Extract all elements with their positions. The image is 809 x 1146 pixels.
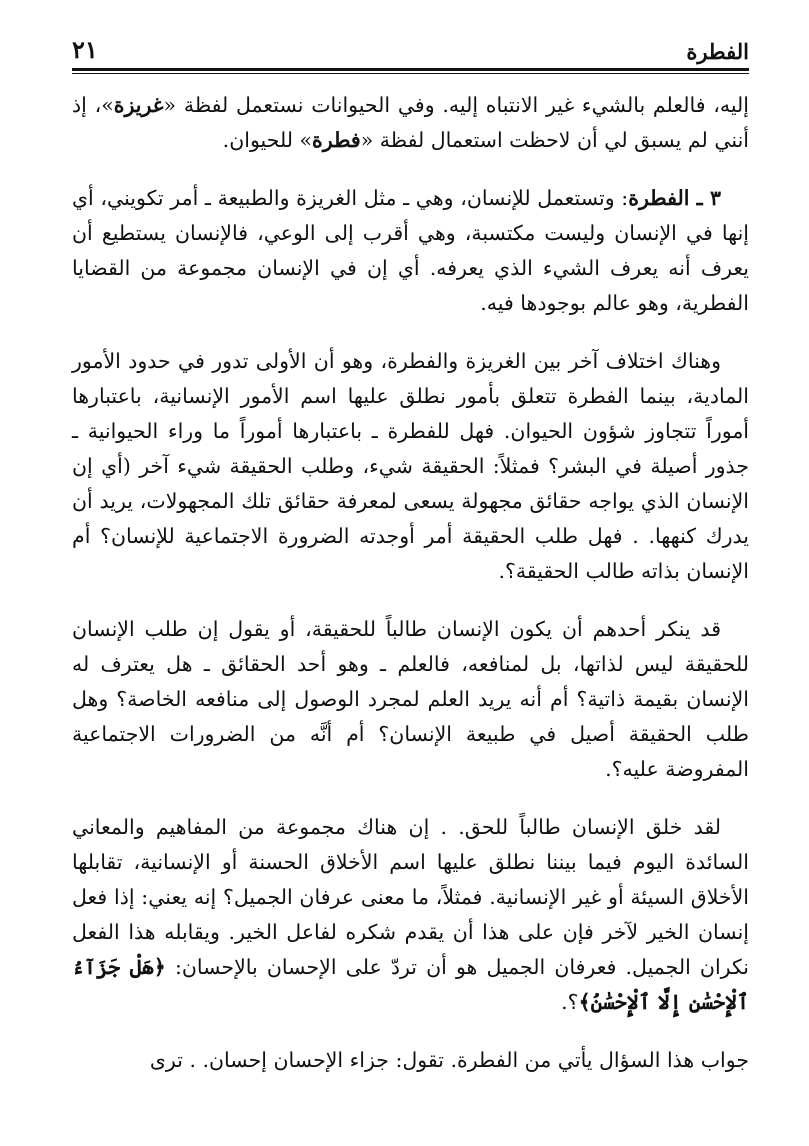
term-gharizah: غريزة	[113, 93, 164, 117]
paragraph-5: لقد خلق الإنسان طالباً للحق. . إن هناك مجموعة من المفاهيم والمعاني السائدة اليوم فيما بيننا نطلق عليها اسم الأخلاق الحسنة أو الإنسانية، تقابلها الأخلاق السيئة أو غير الإنسانية. فمثلاً، ما معنى عرفان الجميل؟ إنه يعني: إذا فعل إنسان الخير لآخر فإن على هذا أن يقدم شكره لفاعل الخير. ويقابله هذا الفعل نكران الجميل. فعرفان الجميل هو أن تردّ على الإحسان بالإحسان: ﴿هَلْ جَزَآءُ ٱلْإِحْسَٰنِ إِلَّا ٱلْإِحْسَٰنُ﴾؟.	[72, 815, 749, 1014]
paragraph-3: وهناك اختلاف آخر بين الغريزة والفطرة، وهو أن الأولى تدور في حدود الأمور المادية، بينما الفطرة تتعلق بأمور نطلق عليها اسم الأمور الإنسانية، باعتبارها أموراً تتجاوز شؤون الحيوان. فهل للفطرة ـ باعتبارها أموراً ما وراء الحيوانية ـ جذور أصيلة في البشر؟ فمثلاً: الحقيقة شيء، وطلب الحقيقة شيء آخر (أي إن الإنسان الذي يواجه حقائق مجهولة يسعى لمعرفة حقائق تلك المجهولات، يريد أن يدرك كنهها. . فهل طلب الحقيقة أمر أوجدته الضرورة الاجتماعية للإنسان؟ أم الإنسان بذاته طالب الحقيقة؟.	[72, 349, 749, 583]
paragraph-2: ٣ ـ الفطرة: وتستعمل للإنسان، وهي ـ مثل الغريزة والطبيعة ـ أمر تكويني، أي إنها في الإنسان وليست مكتسبة، وهي أقرب إلى الوعي، فالإنسان يستطيع أن يعرف أنه يعرف الشيء الذي يعرفه. أي إن في الإنسان مجموعة من القضايا الفطرية، وهو عالم بوجودها فيه.	[72, 186, 749, 315]
paragraph-1: إليه، فالعلم بالشيء غير الانتباه إليه. وفي الحيوانات نستعمل لفظة «غريزة»، إذ أنني لم يسبق لي أن لاحظت استعمال لفظة «فطرة» للحيوان.	[72, 93, 749, 152]
paragraph-6: جواب هذا السؤال يأتي من الفطرة. تقول: جزاء الإحسان إحسان. . ترى	[149, 1048, 749, 1072]
header-rule-thick	[72, 68, 749, 71]
page-header	[72, 30, 749, 64]
page-number: ٢١	[72, 35, 98, 64]
section-heading-fitrah: ٣ ـ الفطرة	[628, 186, 721, 210]
header-rule-thin	[72, 73, 749, 74]
page-body	[72, 88, 749, 1078]
paragraph-4: قد ينكر أحدهم أن يكون الإنسان طالباً للحقيقة، أو يقول إن طلب الإنسان للحقيقة ليس لذاتها، بل لمنافعه، فالعلم ـ وهو أحد الحقائق ـ هل يعترف له الإنسان بقيمة ذاتية؟ أم أنه يريد العلم لمجرد الوصول إلى منافعه الخاصة؟ وهل طلب الحقيقة أصيل في طبيعة الإنسان؟ أم أنَّه من الضرورات الاجتماعية المفروضة عليه؟.	[72, 617, 749, 781]
running-title: الفطرة	[686, 39, 749, 64]
term-fitrah: فطرة	[312, 128, 361, 152]
quran-verse: ﴿هَلْ جَزَآءُ ٱلْإِحْسَٰنِ إِلَّا ٱلْإِحْسَٰنُ﴾	[72, 955, 749, 1014]
